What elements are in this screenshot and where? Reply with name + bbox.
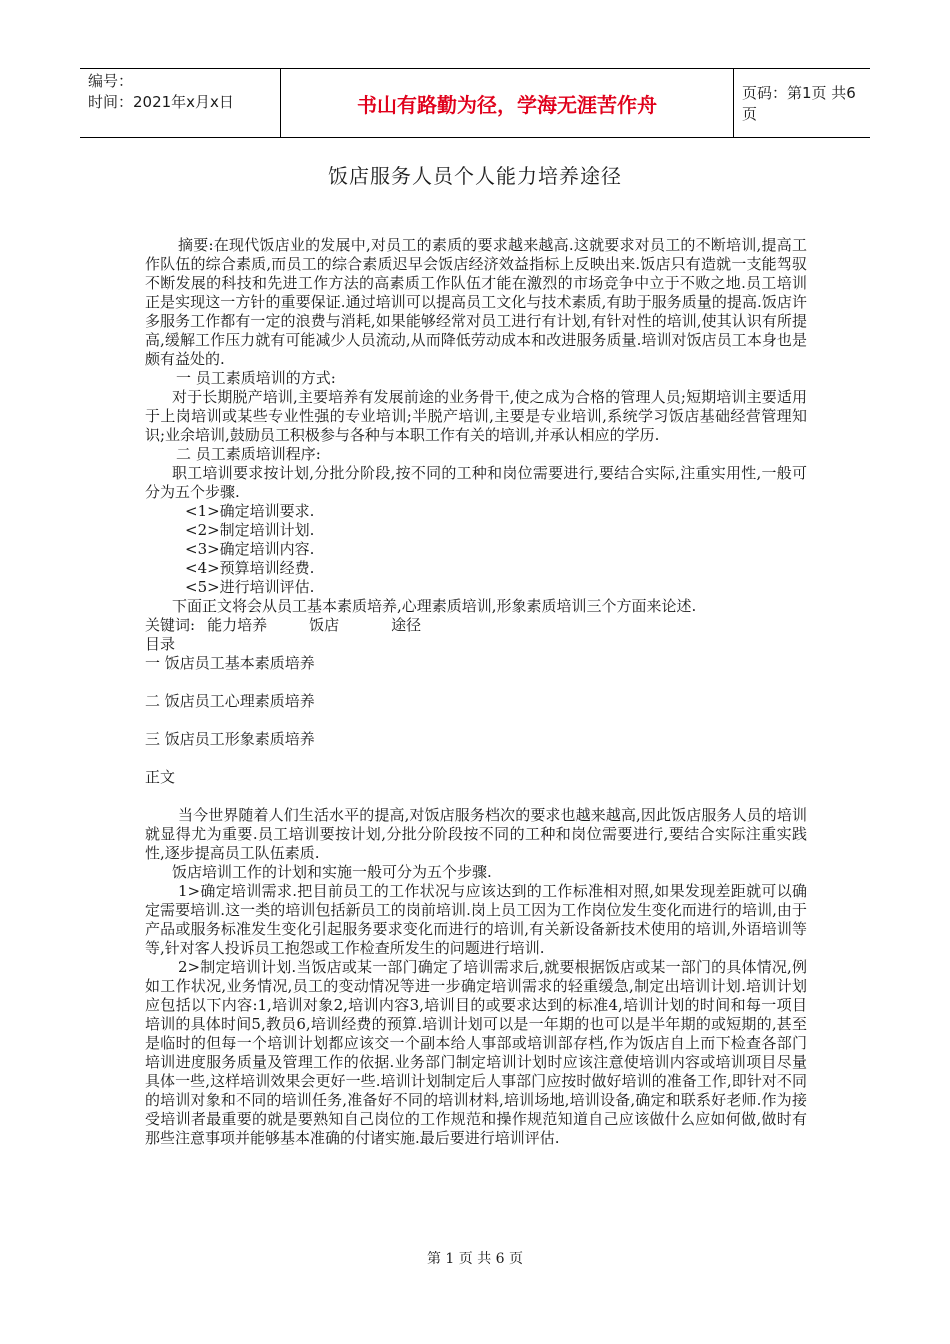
number-label: 编号： bbox=[88, 72, 134, 90]
section-heading: 二 员工素质培训程序: bbox=[176, 445, 321, 463]
body-label: 正文 bbox=[145, 768, 176, 786]
document-header bbox=[80, 68, 870, 138]
body-paragraph: 2>制定培训计划.当饭店或某一部门确定了培训需求后,就要根据饭店或某一部门的具体情况,例如工作状况,业务情况,员工的变动情况等进一步确定培训需求的轻重缓急,制定出培训计划.培训计划应包括以下内容:1,培训对象2,培训内容3,培训目的或要求达到的标准4,培训计划的时间和每一项目培训的具体时间5,教员6,培训经费的预算.培训计划可以是一年期的也可以是半年期的或短期的,甚至是临时的但每一个培训计划都应该交一个副本给人事部或培训部存档,作为饭店自上而下检查各部门培训进度服务质量及管理工作的依据.业务部门制定培训计划时应该注意使培训内容或培训项目尽量具体一些,这样培训效果会更好一些.培训计划制定后人事部门应按时做好培训的准备工作,即针对不同的培训对象和不同的培训任务,准备好不同的培训材料,培训场地,培训设备,确定和联系好老师.作为接受培训者最重要的就是要熟知自己岗位的工作规范和操作规范知道自己应该做什么应如何做,做时有那些注意事项并能够基本准确的付诸实施.最后要进行培训评估. bbox=[145, 958, 807, 1147]
step-item: <5>进行培训评估. bbox=[185, 578, 315, 596]
keyword-item: 能力培养 bbox=[207, 616, 268, 634]
intro-line: 下面正文将会从员工基本素质培养,心理素质培训,形象素质培训三个方面来论述. bbox=[172, 597, 697, 615]
toc-item: 二 饭店员工心理素质培养 bbox=[145, 692, 315, 710]
document-body bbox=[145, 236, 807, 1148]
section-paragraph: 职工培训要求按计划,分批分阶段,按不同的工种和岗位需要进行,要结合实际,注重实用性,一般可分为五个步骤. bbox=[145, 464, 807, 501]
toc-item: 三 饭店员工形象素质培养 bbox=[145, 730, 315, 748]
body-paragraph: 当今世界随着人们生活水平的提高,对饭店服务档次的要求也越来越高,因此饭店服务人员的培训就显得尤为重要.员工培训要按计划,分批分阶段按不同的工种和岗位需要进行,要结合实际注重实践性,逐步提高员工队伍素质. bbox=[145, 806, 807, 862]
time-label: 时间：2021年x月x日 bbox=[88, 93, 234, 111]
page-footer: 第 1 页 共 6 页 bbox=[426, 1251, 524, 1267]
step-item: <2>制定培训计划. bbox=[185, 521, 315, 539]
step-item: <1>确定培训要求. bbox=[185, 502, 315, 520]
body-paragraph: 饭店培训工作的计划和实施一般可分为五个步骤. bbox=[172, 863, 492, 881]
step-item: <4>预算培训经费. bbox=[185, 559, 315, 577]
document-title: 饭店服务人员个人能力培养途径 bbox=[328, 164, 622, 188]
header-meta bbox=[88, 71, 278, 113]
step-item: <3>确定培训内容. bbox=[185, 540, 315, 558]
section-heading: 一 员工素质培训的方式: bbox=[176, 369, 336, 387]
section-paragraph: 对于长期脱产培训,主要培养有发展前途的业务骨干,使之成为合格的管理人员;短期培训主要适用于上岗培训或某些专业性强的专业培训;半脱产培训,主要是专业培训,系统学习饭店基础经营管理知识;业余培训,鼓励员工积极参与各种与本职工作有关的培训,并承认相应的学历. bbox=[145, 388, 807, 444]
abstract-paragraph: 摘要:在现代饭店业的发展中,对员工的素质的要求越来越高.这就要求对员工的不断培训,提高工作队伍的综合素质,而员工的综合素质迟早会饭店经济效益指标上反映出来.饭店只有造就一支能驾驭不断发展的科技和先进工作方法的高素质工作队伍才能在激烈的市场竞争中立于不败之地.员工培训正是实现这一方针的重要保证.通过培训可以提高员工文化与技术素质,有助于服务质量的提高.饭店许多服务工作都有一定的浪费与消耗,如果能够经常对员工进行有计划,有针对性的培训,使其认识有所提高,缓解工作压力就有可能减少人员流动,从而降低劳动成本和改进服务质量.培训对饭店员工本身也是颇有益处的. bbox=[145, 236, 807, 368]
header-page-info: 页码：第1页 共6页 bbox=[742, 84, 856, 123]
keywords-label: 关键词: bbox=[145, 616, 196, 634]
body-paragraph: 1>确定培训需求.把目前员工的工作状况与应该达到的工作标准相对照,如果发现差距就可以确定需要培训.这一类的培训包括新员工的岗前培训.岗上员工因为工作岗位发生变化而进行的培训,由于产品或服务标准发生变化引起服务要求变化而进行的培训,有关新设备新技术使用的培训,外语培训等等,针对客人投诉员工抱怨或工作检查所发生的问题进行培训. bbox=[145, 882, 807, 957]
keyword-item: 饭店 bbox=[309, 616, 340, 634]
toc-item: 一 饭店员工基本素质培养 bbox=[145, 654, 315, 672]
keyword-item: 途径 bbox=[391, 616, 422, 634]
toc-label: 目录 bbox=[145, 635, 176, 653]
header-motto: 书山有路勤为径，学海无涯苦作舟 bbox=[280, 69, 734, 137]
keywords-line bbox=[145, 616, 807, 635]
